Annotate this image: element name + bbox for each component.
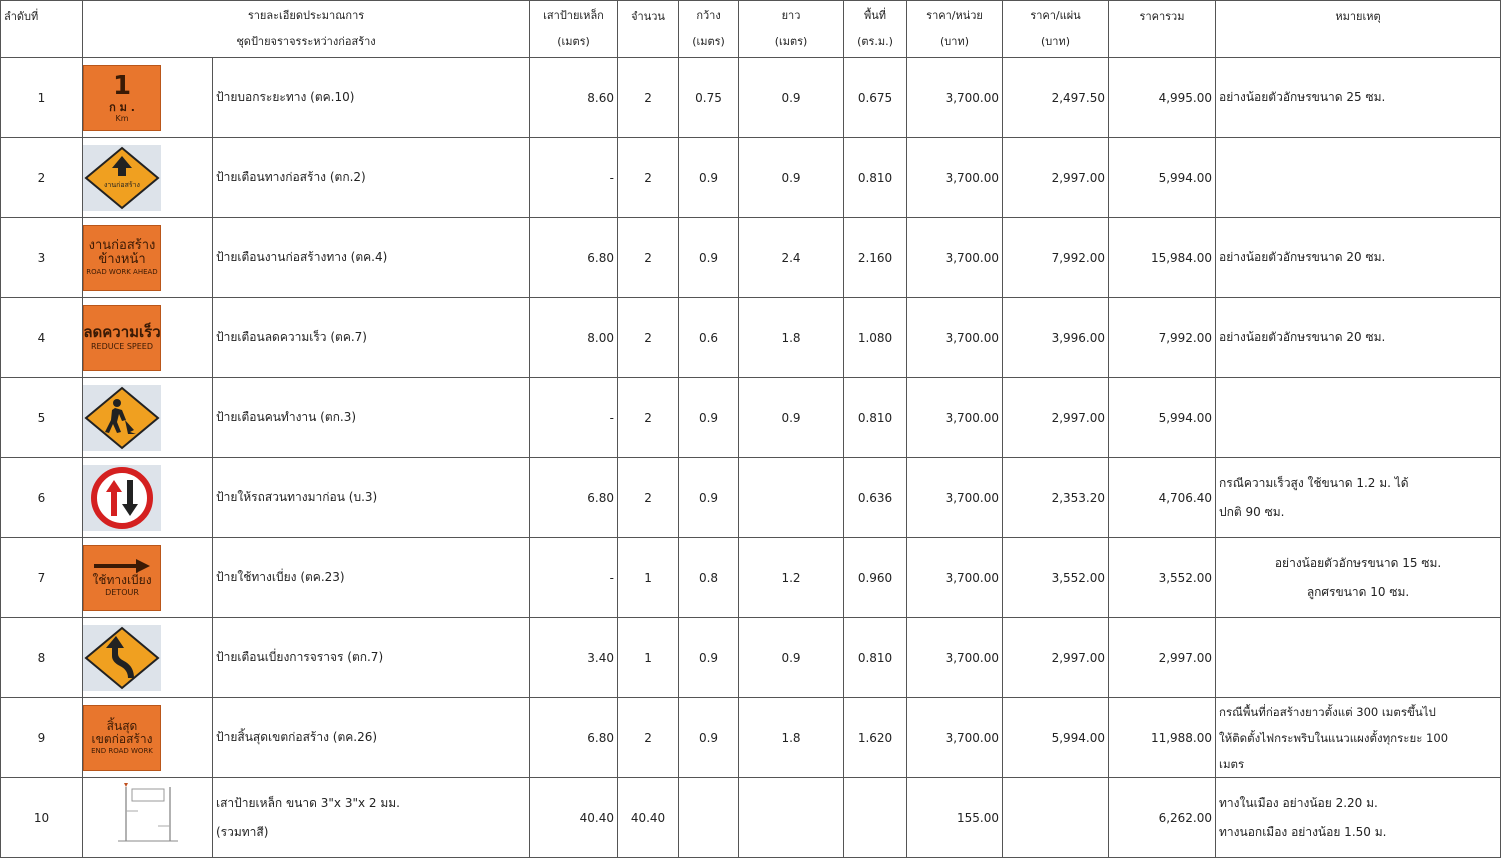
remark [1216, 138, 1501, 218]
unit-price: 3,700.00 [907, 138, 1003, 218]
item-description: ป้ายเตือนลดความเร็ว (ตค.7) [213, 298, 530, 378]
row-number: 5 [1, 378, 83, 458]
row-number: 10 [1, 778, 83, 858]
quantity: 2 [618, 298, 679, 378]
length [739, 778, 844, 858]
unit-price: 3,700.00 [907, 538, 1003, 618]
reduce-speed-sign-icon: ลดความเร็ว REDUCE SPEED [83, 305, 161, 371]
quantity: 1 [618, 618, 679, 698]
sheet-price: 2,997.00 [1003, 618, 1109, 698]
post-length: 8.60 [530, 58, 618, 138]
item-description: ป้ายเตือนเบี่ยงการจราจร (ตก.7) [213, 618, 530, 698]
sheet-price: 3,996.00 [1003, 298, 1109, 378]
sheet-price [1003, 778, 1109, 858]
row-number: 4 [1, 298, 83, 378]
quantity: 2 [618, 138, 679, 218]
quantity: 2 [618, 58, 679, 138]
post-length: - [530, 538, 618, 618]
quantity: 2 [618, 218, 679, 298]
total-price: 5,994.00 [1109, 378, 1216, 458]
sheet-price: 2,997.00 [1003, 138, 1109, 218]
length: 2.4 [739, 218, 844, 298]
total-price: 15,984.00 [1109, 218, 1216, 298]
header-detail-line2: ชุดป้ายจราจรระหว่างก่อสร้าง [236, 35, 376, 48]
total-price: 4,706.40 [1109, 458, 1216, 538]
header-area: พื้นที่ (ตร.ม.) [844, 1, 907, 58]
item-description: ป้ายสิ้นสุดเขตก่อสร้าง (ตค.26) [213, 698, 530, 778]
length: 0.9 [739, 138, 844, 218]
length [739, 458, 844, 538]
km-sign-icon: 1 ก ม . Km [83, 65, 161, 131]
area: 1.620 [844, 698, 907, 778]
sign-image-cell [83, 618, 213, 698]
sheet-price: 5,994.00 [1003, 698, 1109, 778]
post-length: 6.80 [530, 218, 618, 298]
unit-price: 3,700.00 [907, 298, 1003, 378]
quantity: 2 [618, 378, 679, 458]
width: 0.75 [679, 58, 739, 138]
width [679, 778, 739, 858]
unit-price: 155.00 [907, 778, 1003, 858]
sign-image-cell [83, 778, 213, 858]
item-description: ป้ายเตือนงานก่อสร้างทาง (ตค.4) [213, 218, 530, 298]
total-price: 3,552.00 [1109, 538, 1216, 618]
post-length: - [530, 138, 618, 218]
item-description: เสาป้ายเหล็ก ขนาด 3"x 3"x 2 มม. (รวมทาสี) [213, 778, 530, 858]
width: 0.8 [679, 538, 739, 618]
sign-image-cell [83, 138, 213, 218]
width: 0.9 [679, 378, 739, 458]
sheet-price: 2,497.50 [1003, 58, 1109, 138]
sign-image-cell [83, 458, 213, 538]
post-length: - [530, 378, 618, 458]
table-row [1, 618, 1501, 698]
area: 0.636 [844, 458, 907, 538]
remark [1216, 618, 1501, 698]
sign-image-cell [83, 298, 213, 378]
width: 0.9 [679, 138, 739, 218]
unit-price: 3,700.00 [907, 618, 1003, 698]
sheet-price: 2,353.20 [1003, 458, 1109, 538]
unit-price: 3,700.00 [907, 378, 1003, 458]
remark: อย่างน้อยตัวอักษรขนาด 20 ซม. [1216, 218, 1501, 298]
end-road-work-sign-icon: สิ้นสุด เขตก่อสร้าง END ROAD WORK [83, 705, 161, 771]
sign-image-cell [83, 58, 213, 138]
header-width: กว้าง (เมตร) [679, 1, 739, 58]
row-number: 2 [1, 138, 83, 218]
total-price: 5,994.00 [1109, 138, 1216, 218]
item-description: ป้ายใช้ทางเบี่ยง (ตค.23) [213, 538, 530, 618]
remark: อย่างน้อยตัวอักษรขนาด 25 ซม. [1216, 58, 1501, 138]
unit-price: 3,700.00 [907, 218, 1003, 298]
steel-post-diagram-icon [108, 781, 188, 854]
area: 0.810 [844, 378, 907, 458]
unit-price: 3,700.00 [907, 698, 1003, 778]
road-work-ahead-sign-icon: งานก่อสร้าง ข้างหน้า ROAD WORK AHEAD [83, 225, 161, 291]
area: 0.810 [844, 618, 907, 698]
table-row [1, 778, 1501, 858]
sign-image-cell [83, 698, 213, 778]
item-description: ป้ายบอกระยะทาง (ตค.10) [213, 58, 530, 138]
length: 0.9 [739, 58, 844, 138]
detour-sign-icon: ใช้ทางเบี่ยง DETOUR [83, 545, 161, 611]
width: 0.9 [679, 698, 739, 778]
total-price: 2,997.00 [1109, 618, 1216, 698]
header-detail-line1: รายละเอียดประมาณการ [247, 9, 365, 22]
table-row [1, 698, 1501, 778]
table-row [1, 458, 1501, 538]
item-description: ป้ายเตือนคนทำงาน (ตก.3) [213, 378, 530, 458]
sign-image-cell [83, 378, 213, 458]
length: 1.8 [739, 298, 844, 378]
remark: อย่างน้อยตัวอักษรขนาด 15 ซม. ลูกศรขนาด 10 ซม. [1216, 538, 1501, 618]
post-length: 40.40 [530, 778, 618, 858]
area: 1.080 [844, 298, 907, 378]
oncoming-priority-sign-icon [83, 465, 161, 531]
remark: อย่างน้อยตัวอักษรขนาด 20 ซม. [1216, 298, 1501, 378]
sheet-price: 3,552.00 [1003, 538, 1109, 618]
header-remark: หมายเหตุ [1216, 1, 1501, 58]
width: 0.9 [679, 618, 739, 698]
remark: กรณีความเร็วสูง ใช้ขนาด 1.2 ม. ได้ ปกติ 90 ซม. [1216, 458, 1501, 538]
traffic-diversion-sign-icon [83, 625, 161, 691]
header-unit-price: ราคา/หน่วย (บาท) [907, 1, 1003, 58]
width: 0.9 [679, 218, 739, 298]
table-row [1, 218, 1501, 298]
length: 0.9 [739, 378, 844, 458]
remark [1216, 378, 1501, 458]
unit-price: 3,700.00 [907, 58, 1003, 138]
table-row [1, 138, 1501, 218]
post-length: 6.80 [530, 458, 618, 538]
header-length: ยาว (เมตร) [739, 1, 844, 58]
length: 1.8 [739, 698, 844, 778]
total-price: 11,988.00 [1109, 698, 1216, 778]
row-number: 6 [1, 458, 83, 538]
row-number: 9 [1, 698, 83, 778]
width: 0.6 [679, 298, 739, 378]
header-total: ราคารวม [1109, 1, 1216, 58]
width: 0.9 [679, 458, 739, 538]
quantity: 1 [618, 538, 679, 618]
construction-ahead-sign-icon [83, 145, 161, 211]
header-seq: ลำดับที่ [1, 1, 83, 58]
svg-text:งานก่อสร้าง: งานก่อสร้าง [104, 180, 140, 189]
remark: กรณีพื้นที่ก่อสร้างยาวตั้งแต่ 300 เมตรขึ้นไป ให้ติดตั้งไฟกระพริบในแนวแผงตั้งทุกระยะ 100 เมตร [1216, 698, 1501, 778]
area: 0.960 [844, 538, 907, 618]
header-post: เสาป้ายเหล็ก (เมตร) [530, 1, 618, 58]
total-price: 4,995.00 [1109, 58, 1216, 138]
post-length: 6.80 [530, 698, 618, 778]
row-number: 3 [1, 218, 83, 298]
table-row [1, 298, 1501, 378]
item-description: ป้ายเตือนทางก่อสร้าง (ตก.2) [213, 138, 530, 218]
table-row [1, 538, 1501, 618]
row-number: 7 [1, 538, 83, 618]
table-row [1, 378, 1501, 458]
unit-price: 3,700.00 [907, 458, 1003, 538]
header-qty: จำนวน [618, 1, 679, 58]
post-length: 8.00 [530, 298, 618, 378]
quantity: 2 [618, 698, 679, 778]
header-detail [83, 1, 530, 58]
length: 0.9 [739, 618, 844, 698]
length: 1.2 [739, 538, 844, 618]
header-row [1, 1, 1501, 58]
header-sheet-price: ราคา/แผ่น (บาท) [1003, 1, 1109, 58]
area: 0.810 [844, 138, 907, 218]
quantity: 2 [618, 458, 679, 538]
area [844, 778, 907, 858]
sign-image-cell [83, 218, 213, 298]
table-row [1, 58, 1501, 138]
sheet-price: 2,997.00 [1003, 378, 1109, 458]
row-number: 8 [1, 618, 83, 698]
post-length: 3.40 [530, 618, 618, 698]
total-price: 6,262.00 [1109, 778, 1216, 858]
quantity: 40.40 [618, 778, 679, 858]
area: 2.160 [844, 218, 907, 298]
area: 0.675 [844, 58, 907, 138]
item-description: ป้ายให้รถสวนทางมาก่อน (บ.3) [213, 458, 530, 538]
total-price: 7,992.00 [1109, 298, 1216, 378]
sheet-price: 7,992.00 [1003, 218, 1109, 298]
sign-image-cell [83, 538, 213, 618]
remark: ทางในเมือง อย่างน้อย 2.20 ม. ทางนอกเมือง อย่างน้อย 1.50 ม. [1216, 778, 1501, 858]
row-number: 1 [1, 58, 83, 138]
men-at-work-sign-icon [83, 385, 161, 451]
